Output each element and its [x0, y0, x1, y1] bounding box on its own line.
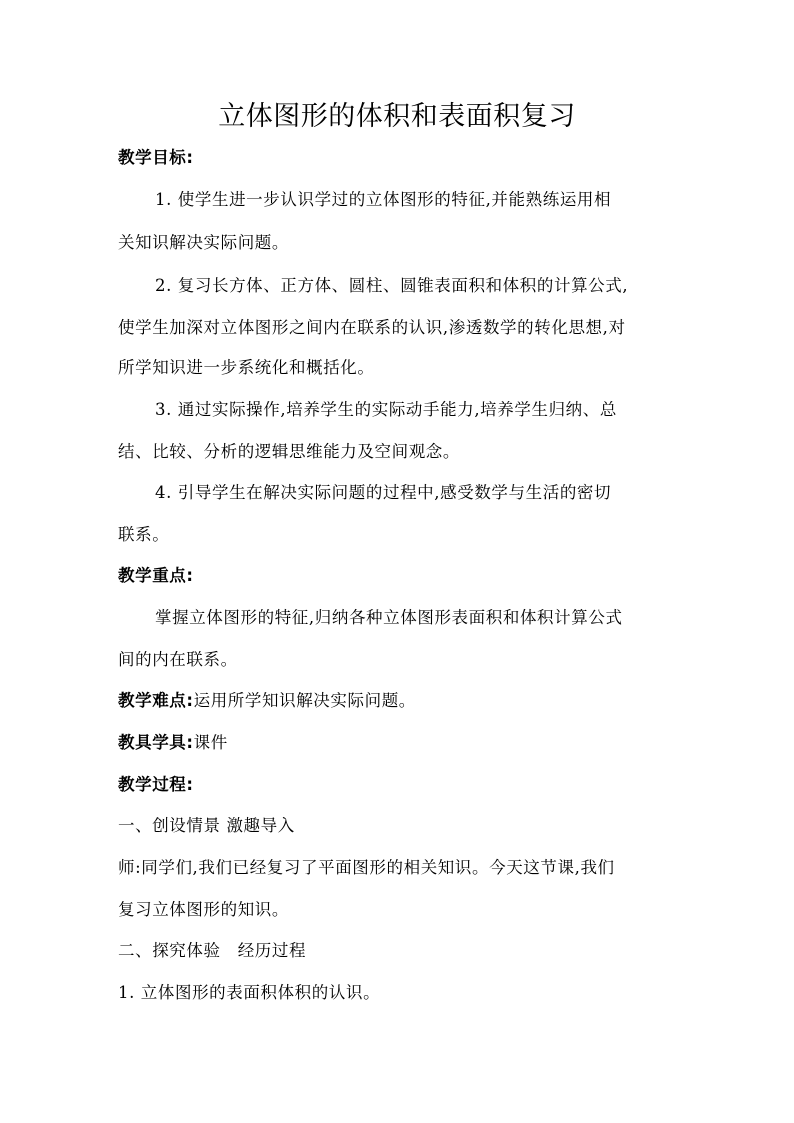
objective-1-line-1: 1. 使学生进一步认识学过的立体图形的特征,并能熟练运用相 — [155, 190, 612, 209]
objective-2-line-2: 使学生加深对立体图形之间内在联系的认识,渗透数学的转化思想,对 — [118, 318, 626, 337]
objective-2-line-1: 2. 复习长方体、正方体、圆柱、圆锥表面积和体积的计算公式, — [155, 276, 629, 295]
difficulty-line — [118, 689, 416, 713]
objective-4-line-1: 4. 引导学生在解决实际问题的过程中,感受数学与生活的密切 — [155, 483, 612, 502]
objective-1-line-2: 关知识解决实际问题。 — [118, 233, 289, 252]
objective-4-line-2: 联系。 — [118, 525, 170, 544]
difficulty-heading: 教学难点: — [118, 691, 194, 710]
process-heading: 教学过程: — [118, 775, 194, 794]
section-1-heading: 一、创设情景 激趣导入 — [118, 816, 295, 835]
item-1: 1. 立体图形的表面积体积的认识。 — [118, 983, 381, 1002]
objectives-heading: 教学目标: — [118, 148, 194, 167]
key-points-heading: 教学重点: — [118, 566, 194, 585]
section-2-heading: 二、探究体验 经历过程 — [118, 941, 307, 960]
objective-3-line-2: 结、比较、分析的逻辑思维能力及空间观念。 — [118, 442, 460, 461]
teacher-line-2: 复习立体图形的知识。 — [118, 900, 289, 919]
document-title: 立体图形的体积和表面积复习 — [218, 101, 576, 132]
difficulty-text: 运用所学知识解决实际问题。 — [193, 691, 416, 710]
key-points-line-2: 间的内在联系。 — [118, 650, 238, 669]
tools-line — [118, 731, 228, 755]
objective-3-line-1: 3. 通过实际操作,培养学生的实际动手能力,培养学生归纳、总 — [155, 400, 617, 419]
key-points-line-1: 掌握立体图形的特征,归纳各种立体图形表面积和体积计算公式 — [155, 608, 623, 627]
tools-text: 课件 — [193, 733, 228, 752]
objective-2-line-3: 所学知识进一步系统化和概括化。 — [118, 358, 375, 377]
tools-heading: 教具学具: — [118, 733, 194, 752]
teacher-line-1: 师:同学们,我们已经复习了平面图形的相关知识。今天这节课,我们 — [118, 858, 615, 877]
